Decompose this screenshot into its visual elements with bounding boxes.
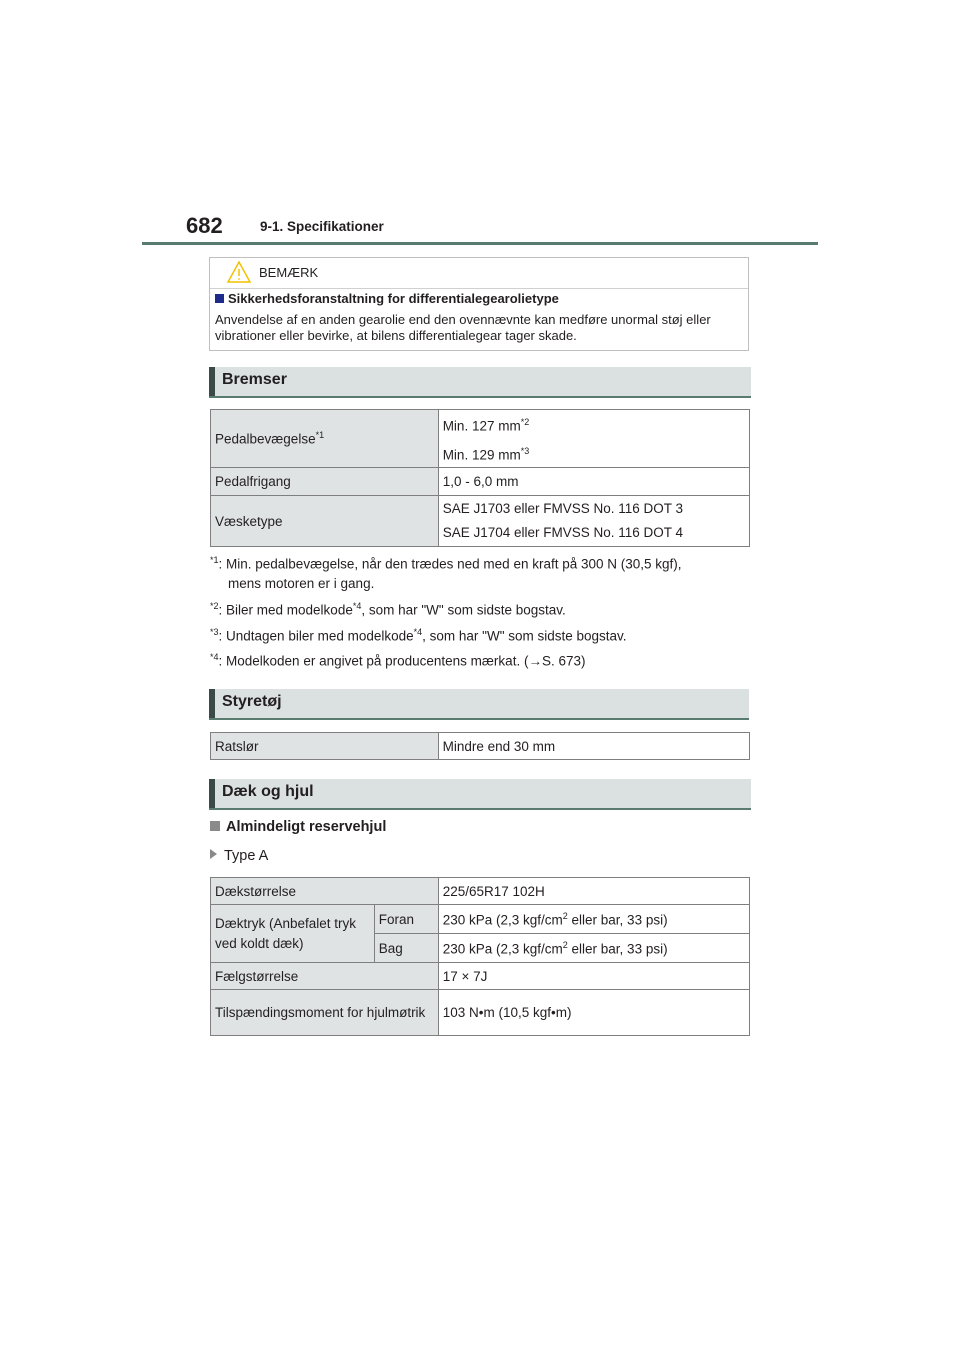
row-label: Dæktryk (Anbefalet tryk ved koldt dæk) bbox=[211, 905, 375, 963]
warning-triangle-icon bbox=[226, 260, 252, 289]
notice-text: Anvendelse af en anden gearolie end den ovennævnte kan medføre unormal støj eller vibrationer eller bevirke, at bilens differentialegear tager skade. bbox=[215, 312, 711, 343]
section-heading: Styretøj bbox=[222, 693, 282, 710]
row-label: Ratslør bbox=[211, 733, 439, 760]
steering-table bbox=[210, 732, 750, 760]
table-row bbox=[211, 733, 750, 760]
table-row bbox=[211, 468, 750, 496]
section-band-daek bbox=[209, 779, 751, 810]
footnote: $^{*2}$: Biler med modelkode$^{*4}$, som har "W" som sidste bogstav. bbox=[210, 601, 566, 618]
row-sublabel: Foran bbox=[374, 905, 438, 934]
row-label: Pedalfrigang bbox=[211, 468, 439, 496]
row-value: SAE J1703 eller FMVSS No. 116 DOT 3 SAE J1704 eller FMVSS No. 116 DOT 4 bbox=[438, 496, 749, 547]
table-row bbox=[211, 963, 750, 990]
triangle-bullet-icon bbox=[210, 849, 217, 859]
table-row bbox=[211, 496, 750, 547]
row-label: Fælgstørrelse bbox=[211, 963, 439, 990]
row-label: Dækstørrelse bbox=[211, 878, 439, 905]
footnote: $^{*3}$: Undtagen biler med modelkode$^{*4}$, som har "W" som sidste bogstav. bbox=[210, 627, 627, 644]
footnote: $^{*4}$: Modelkoden er angivet på producentens mærkat. (→S. 673) bbox=[210, 652, 586, 669]
brakes-table bbox=[210, 409, 750, 547]
table-row bbox=[211, 410, 750, 468]
tires-table bbox=[210, 877, 750, 1036]
section-band-bremser bbox=[209, 367, 751, 398]
notice-header bbox=[210, 258, 748, 289]
section-heading: Dæk og hjul bbox=[222, 783, 314, 800]
header-rule bbox=[142, 242, 818, 245]
row-value: 225/65R17 102H bbox=[438, 878, 749, 905]
row-value: 230 kPa (2,3 kgf/$cm^2$ eller bar, 33 psi) bbox=[438, 934, 749, 963]
row-value: 17 × 7J bbox=[438, 963, 749, 990]
type-heading: Type A bbox=[210, 848, 268, 864]
notice-subtitle: Sikkerhedsforanstaltning for differentialegearolietype bbox=[215, 291, 559, 306]
row-label: Pedalbevægelse$^{*1}$ bbox=[211, 410, 439, 468]
section-band-styretoj bbox=[209, 689, 749, 720]
row-value: 1,0 - 6,0 mm bbox=[438, 468, 749, 496]
notice-box bbox=[209, 257, 749, 351]
subheading: Almindeligt reservehjul bbox=[210, 819, 386, 835]
row-label: Væsketype bbox=[211, 496, 439, 547]
row-label: Tilspændingsmoment for hjulmøtrik bbox=[211, 990, 439, 1036]
notice-label: BEMÆRK bbox=[259, 265, 319, 280]
row-value: Mindre end 30 mm bbox=[438, 733, 749, 760]
square-bullet-icon bbox=[215, 294, 224, 303]
section-title: 9-1. Specifikationer bbox=[260, 219, 384, 234]
table-row bbox=[211, 905, 750, 934]
table-row bbox=[211, 878, 750, 905]
table-row bbox=[211, 990, 750, 1036]
page-number: 682 bbox=[186, 213, 223, 238]
arrow-icon: → bbox=[528, 653, 542, 669]
row-value: Min. 127 $mm^{*2}$ Min. 129 $mm^{*3}$ bbox=[438, 410, 749, 468]
footnote: $^{*1}$: Min. pedalbevægelse, når den trædes ned med en kraft på 300 N (30,5 kgf), mens motoren er i gang. bbox=[210, 555, 682, 591]
section-heading: Bremser bbox=[222, 371, 287, 388]
row-value: 103 N•m (10,5 kgf•m) bbox=[438, 990, 749, 1036]
row-value: 230 kPa (2,3 kgf/$cm^2$ eller bar, 33 psi) bbox=[438, 905, 749, 934]
row-sublabel: Bag bbox=[374, 934, 438, 963]
square-bullet-icon bbox=[210, 821, 220, 831]
